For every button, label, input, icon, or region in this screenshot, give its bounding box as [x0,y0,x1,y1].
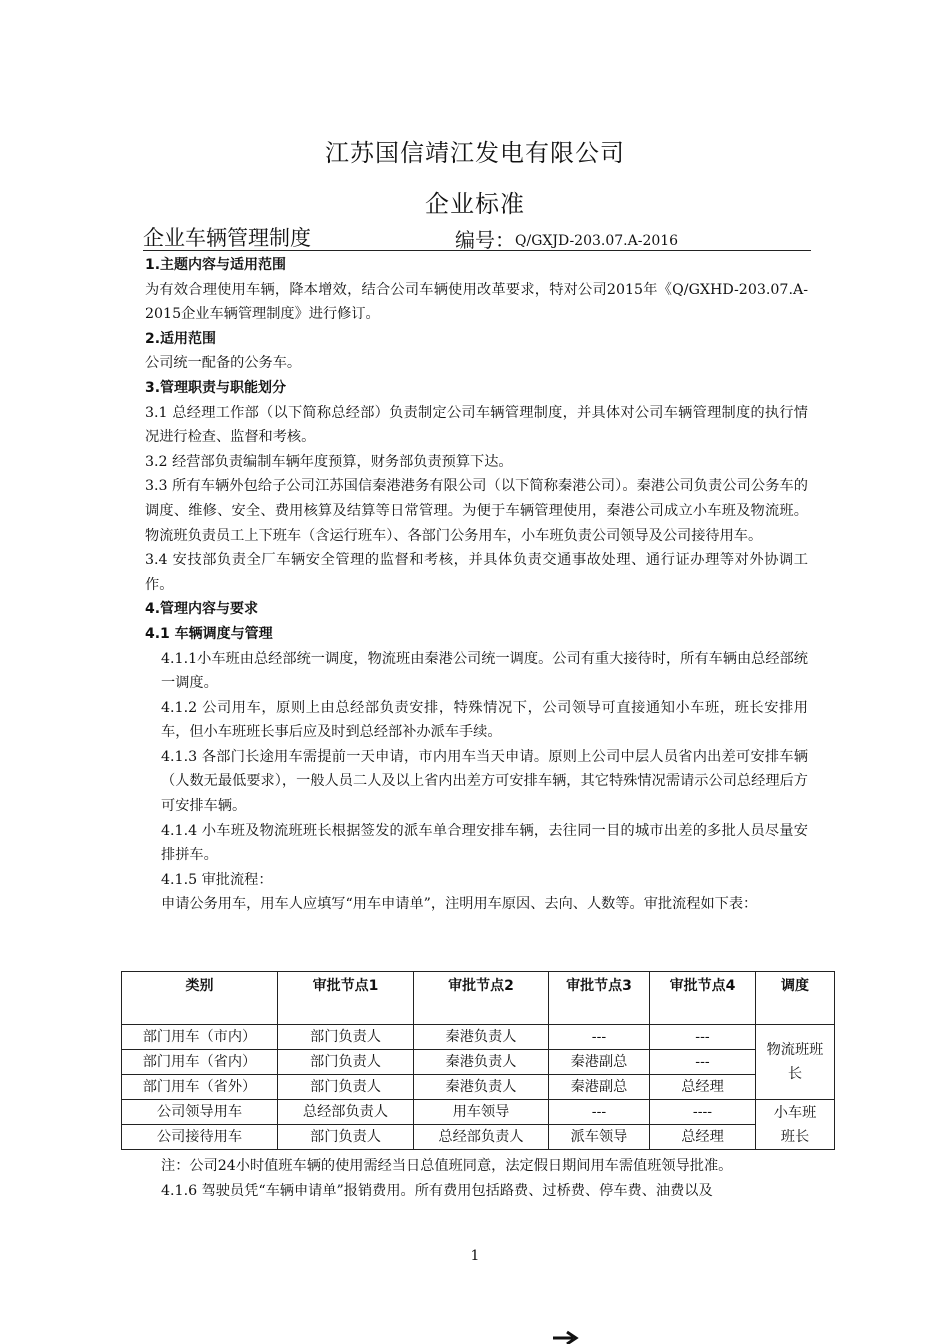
section-1-heading: 1.主题内容与适用范围 [145,257,287,273]
section-3-2: 3.2 经营部负责编制车辆年度预算，财务部负责预算下达。 [145,453,513,470]
col-header: 审批节点1 [278,972,414,1025]
section-4-1-5-text: 申请公务用车，用车人应填写“用车申请单”，注明用车原因、去向、人数等。审批流程如下表： [161,896,758,913]
table-cell: ---- [650,1100,756,1125]
table-row [122,1100,835,1125]
table-cell: --- [650,1050,756,1075]
section-4-1-1: 4.1.1小车班由总经部统一调度，物流班由秦港公司统一调度。公司有重大接待时，所有车辆由总经部统一调度。 [161,650,808,692]
table-row [122,1075,835,1100]
col-header: 审批节点3 [549,972,650,1025]
section-4-1-3: 4.1.3 各部门长途用车需提前一天申请，市内用车当天申请。原则上公司中层人员省内出差可安排车辆（人数无最低要求），一般人员二人及以上省内出差方可安排车辆，其它特殊情况需请示公司总经理后方可安排车辆。 [161,748,808,815]
section-4-1-4: 4.1.4 小车班及物流班班长根据签发的派车单合理安排车辆，去往同一目的城市出差的多批人员尽量安排拼车。 [161,822,808,864]
document-body [145,253,808,917]
dispatch-cell: 小车班班长 [756,1100,835,1150]
table-cell: 总经部负责人 [278,1100,414,1125]
table-cell: 秦港负责人 [414,1075,549,1100]
table-cell: --- [549,1100,650,1125]
table-cell: 总经理 [650,1125,756,1150]
table-cell: 部门负责人 [278,1050,414,1075]
table-cell: 公司接待用车 [122,1125,278,1150]
section-3-4: 3.4 安技部负责全厂车辆安全管理的监督和考核，并具体负责交通事故处理、通行证办理等对外协调工作。 [145,552,808,593]
section-4-1-2: 4.1.2 公司用车，原则上由总经部负责安排，特殊情况下，公司领导可直接通知小车班，班长安排用车，但小车班班长事后应及时到总经部补办派车手续。 [161,699,808,741]
section-2-heading: 2.适用范围 [145,330,217,347]
table-row [122,1125,835,1150]
approval-table [121,971,835,1150]
col-header: 类别 [122,972,278,1025]
section-3-1: 3.1 总经理工作部（以下简称总经部）负责制定公司车辆管理制度，并具体对公司车辆管理制度的执行情况进行检查、监督和考核。 [145,404,808,446]
page-number: 1 [470,1248,480,1264]
document-name: 企业车辆管理制度 [143,226,311,250]
document-code [455,224,678,253]
company-name: 江苏国信靖江发电有限公司 [325,139,625,167]
col-header: 审批节点4 [650,972,756,1025]
table-cell: 总经部负责人 [414,1125,549,1150]
table-cell: 用车领导 [414,1100,549,1125]
post-table-text [161,1154,821,1203]
section-3-heading: 3.管理职责与职能划分 [145,379,287,396]
table-cell: 秦港负责人 [414,1025,549,1050]
col-header: 调度 [756,972,835,1025]
table-cell: --- [650,1025,756,1050]
standard-title: 企业标准 [425,190,525,218]
table-row [122,1025,835,1050]
section-1-text: 为有效合理使用车辆，降本增效，结合公司车辆使用改革要求，特对公司2015年《Q/GXHD-203.07.A-2015企业车辆管理制度》进行修订。 [145,281,808,323]
dispatch-cell: 物流班班长 [756,1025,835,1100]
table-cell: 部门用车（省内） [122,1050,278,1075]
table-cell: 部门负责人 [278,1075,414,1100]
section-4-heading: 4.管理内容与要求 [145,601,259,618]
table-cell: 秦港负责人 [414,1050,549,1075]
code-label: 编号： [455,228,515,252]
section-3-3: 3.3 所有车辆外包给子公司江苏国信秦港港务有限公司（以下简称秦港公司）。秦港公司负责公司公务车的调度、维修、安全、费用核算及结算等日常管理。为便于车辆管理使用，秦港公司成立小车班及物流班。物流班负责员工上下班车（含运行班车）、各部门公务用车，小车班负责公司领导及公司接待用车。 [145,478,808,544]
section-2-text: 公司统一配备的公务车。 [145,355,302,372]
table-cell: 公司领导用车 [122,1100,278,1125]
table-cell: 部门用车（省外） [122,1075,278,1100]
table-cell: 部门负责人 [278,1125,414,1150]
table-header-row [122,972,835,1025]
table-cell: 秦港副总 [549,1075,650,1100]
section-4-1-heading: 4.1 车辆调度与管理 [145,625,273,642]
table-cell: 派车领导 [549,1125,650,1150]
table-cell: 总经理 [650,1075,756,1100]
table-row [122,1050,835,1075]
section-4-1-5: 4.1.5 审批流程： [161,871,273,888]
table-note: 注：公司24小时值班车辆的使用需经当日总值班同意，法定假日期间用车需值班领导批准。 [161,1158,733,1174]
header-divider [143,250,811,251]
section-4-1-6: 4.1.6 驾驶员凭“车辆申请单”报销费用。所有费用包括路费、过桥费、停车费、油费以及 [161,1182,713,1199]
col-header: 审批节点2 [414,972,549,1025]
code-value: Q/GXJD-203.07.A-2016 [515,233,679,249]
table-cell: --- [549,1025,650,1050]
table-cell: 部门用车（市内） [122,1025,278,1050]
table-cell: 部门负责人 [278,1025,414,1050]
right-arrow-icon [551,1326,579,1344]
table-cell: 秦港副总 [549,1050,650,1075]
